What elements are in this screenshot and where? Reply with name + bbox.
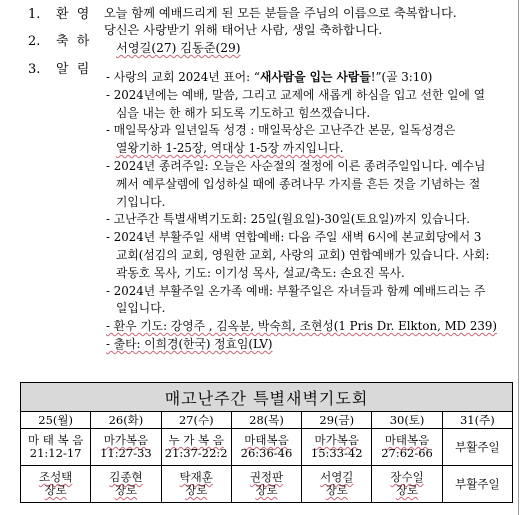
leader-name: 권정판 [249,470,284,484]
leader-cell [21,466,91,503]
reading-cell [372,429,442,466]
day-cell: 27(수) [161,412,231,429]
leader-cell [91,466,161,503]
reading-cell [231,429,301,466]
leader-title: 장로 [114,483,138,497]
leader-name: 장수일 [390,470,424,484]
announcement-line: 열왕기하 1-25장, 역대상 1-5장 까지입니다. [116,141,344,156]
announcement-line: - 2024년 부활주일 새벽 연합예배: 다음 주일 새벽 6시에 본교회당에서 3 [106,230,482,245]
reading-book: 부활주일 [455,439,500,454]
motto-suffix: !”(골 3:10) [370,70,433,84]
reading-cell [21,429,91,466]
leader-title: 장로 [44,483,67,497]
announcement-list [106,69,497,354]
reading-book: 마태복음 [244,433,289,447]
announcement-line: 일입니다. [116,301,166,316]
announcement-line: - 2024년에는 예배, 말씀, 그리고 교제에 새롭게 하심을 입고 선한 일에 열 [106,87,486,102]
section-announcements-label [28,62,106,78]
announcement-line: - 고난주간 특별새벽기도회: 25일(월요일)-30일(토요일)까지 있습니다. [106,212,471,227]
day-cell: 26(화) [91,412,161,429]
schedule-table [20,382,513,503]
announcement-line: - 2024년 부활주일 온가족 예배: 부활주일은 자녀들과 함께 예배드리는 주 [106,283,486,298]
leader-cell [302,466,372,503]
day-cell: 25(월) [21,412,91,429]
reading-ref: 26:36-46 [240,446,293,460]
announcement-item [106,158,497,211]
reading-book: 마 태 복 음 [27,433,84,447]
leader-cell [161,466,231,503]
announcement-item [106,87,497,123]
leader-title: 장로 [395,483,419,497]
schedule-leaders-row [21,466,513,503]
leader-name: 탁재훈 [179,470,213,484]
leader-cell [231,466,301,503]
section-name: 환 영 [56,7,92,22]
leader-name: 부활주일 [455,476,500,491]
reading-book: 누 가 복 음 [168,433,224,447]
reading-cell [442,429,512,466]
schedule-days-row [21,412,513,429]
reading-ref: 27:62-66 [381,446,433,460]
announcement-line: - 2024년 종려주일: 오늘은 사순절의 절정에 이른 종려주일입니다. 예수님 [106,158,486,173]
announcement-line: 교회(섬김의 교회, 영원한 교회, 사랑의 교회) 연합예배가 있습니다. 사회: [116,247,490,262]
section-name: 축 하 [56,34,92,49]
announcement-line: - 출타: 이희경(한국) 정효임(LV) [106,336,273,351]
section-welcome-label [28,7,106,23]
announcement-line: 심을 내는 한 해가 되도록 기도하고 힘쓰겠습니다. [116,105,371,120]
announcement-motto [106,69,497,87]
schedule-readings-row [21,429,513,466]
reading-ref: 11:27-33 [100,446,152,460]
leader-cell [372,466,442,503]
announcement-line: 기입니다. [116,194,166,209]
announcement-line: 께서 예루살렘에 입성하실 때에 종려나무 가지를 흔든 것을 기념하는 절 [116,176,481,191]
reading-cell [161,429,231,466]
announcement-item [106,283,497,319]
reading-cell [91,429,161,466]
schedule-title: 매고난주간 특별새벽기도회 [21,383,513,412]
birthday-names: 서영길(27) 김동준(29) [116,41,241,55]
birthday-text: 당신은 사랑받기 위해 태어난 사람, 생일 축하합니다. [104,23,383,37]
reading-book: 마가복음 [314,433,359,447]
schedule-table-wrap [20,382,513,503]
leader-cell [442,466,512,503]
reading-book: 마가복음 [103,433,149,447]
reading-cell [302,429,372,466]
announcement-item [106,318,497,336]
reading-book: 마태복음 [384,433,430,447]
day-cell: 29(금) [302,412,372,429]
day-cell: 30(토) [372,412,442,429]
motto-prefix: - 사랑의 교회 2024년 표어: “ [106,70,260,84]
announcement-line: - 환우 기도: 강영주 , 김옥분, 박숙희, 조현성(1 Pris Dr. Elkton, MD 239) [106,319,497,334]
leader-title: 장로 [325,483,348,497]
leader-title: 장로 [185,483,208,497]
section-birthday-label [28,34,106,50]
day-cell: 28(목) [231,412,301,429]
announcement-line: - 매일묵상과 일년일독 성경 : 매일묵상은 고난주간 본문, 일독성경은 [106,123,456,138]
section-name: 알 림 [56,62,92,77]
leader-name: 김종현 [109,470,143,484]
reading-ref: 15:33-42 [310,446,363,460]
page-right-border [518,0,519,515]
announcement-item [106,122,497,158]
reading-ref: 21:37-22:2 [164,446,228,460]
announcement-item [106,336,497,354]
day-cell: 31(주) [442,412,512,429]
motto-text: 새사람을 입는 사람들 [259,70,371,84]
announcement-line: 곽동호 목사, 기도: 이기성 목사, 설교/축도: 손요진 목사. [116,265,405,280]
announcement-item [106,229,497,282]
leader-title: 장로 [255,483,278,497]
section-number: 3. [28,62,41,77]
announcement-item [106,211,497,229]
leader-name: 서영길 [320,470,354,484]
welcome-text: 오늘 함께 예배드리게 된 모든 분들을 주님의 이름으로 축복합니다. [104,6,457,20]
leader-name: 조성택 [38,470,73,484]
section-number: 2. [28,34,41,49]
section-number: 1. [28,7,41,22]
reading-ref: 21:12-17 [29,446,82,460]
